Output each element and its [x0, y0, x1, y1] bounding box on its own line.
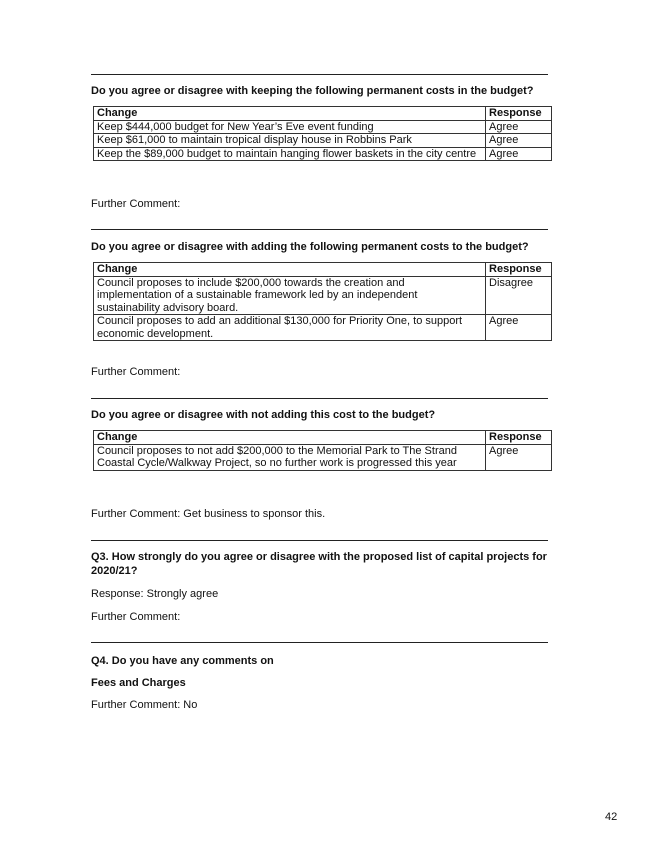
response-cell: Agree	[486, 134, 552, 148]
section1-table	[93, 106, 552, 161]
response-cell: Agree	[486, 147, 552, 161]
q3-response: Response: Strongly agree	[91, 588, 219, 600]
q4-comment: Further Comment: No	[91, 699, 198, 711]
table-header-row	[94, 107, 552, 121]
change-cell: Keep $444,000 budget for New Year’s Eve event funding	[94, 120, 486, 134]
table-row	[94, 147, 552, 161]
header-change: Change	[94, 263, 486, 277]
q4-question: Q4. Do you have any comments on	[91, 655, 274, 667]
change-cell: Keep the $89,000 budget to maintain hanging flower baskets in the city centre	[94, 147, 486, 161]
section2-table	[93, 262, 552, 341]
header-change: Change	[94, 107, 486, 121]
header-response: Response	[486, 263, 552, 277]
page-number: 42	[605, 811, 618, 823]
divider-rule	[91, 398, 548, 399]
table-row	[94, 276, 552, 315]
table-row	[94, 120, 552, 134]
divider-rule	[91, 74, 548, 75]
table-row	[94, 134, 552, 148]
change-cell: Council proposes to include $200,000 towards the creation and implementation of a sustainable framework led by an independent sustainability advisory board.	[94, 276, 486, 315]
section2-comment: Further Comment:	[91, 366, 181, 378]
response-cell: Disagree	[486, 276, 552, 315]
section3-table	[93, 430, 552, 471]
change-cell: Keep $61,000 to maintain tropical display house in Robbins Park	[94, 134, 486, 148]
divider-rule	[91, 540, 548, 541]
section1-comment: Further Comment:	[91, 198, 181, 210]
section2-question: Do you agree or disagree with adding the following permanent costs to the budget?	[91, 241, 529, 253]
divider-rule	[91, 229, 548, 230]
section3-comment: Further Comment: Get business to sponsor this.	[91, 508, 326, 520]
divider-rule	[91, 642, 548, 643]
response-cell: Agree	[486, 120, 552, 134]
change-cell: Council proposes to not add $200,000 to the Memorial Park to The Strand Coastal Cycle/Walkway Project, so no further work is progressed this year	[94, 444, 486, 470]
table-header-row	[94, 263, 552, 277]
section3-question: Do you agree or disagree with not adding this cost to the budget?	[91, 409, 436, 421]
q3-question: Q3. How strongly do you agree or disagree with the proposed list of capital projects for 2020/21?	[91, 551, 547, 577]
header-response: Response	[486, 431, 552, 445]
change-cell: Council proposes to add an additional $130,000 for Priority One, to support economic development.	[94, 315, 486, 341]
q3-comment: Further Comment:	[91, 611, 181, 623]
response-cell: Agree	[486, 315, 552, 341]
q4-subheading: Fees and Charges	[91, 677, 186, 689]
table-header-row	[94, 431, 552, 445]
table-row	[94, 444, 552, 470]
response-cell: Agree	[486, 444, 552, 470]
section1-question: Do you agree or disagree with keeping the following permanent costs in the budget?	[91, 85, 534, 97]
header-change: Change	[94, 431, 486, 445]
table-row	[94, 315, 552, 341]
header-response: Response	[486, 107, 552, 121]
